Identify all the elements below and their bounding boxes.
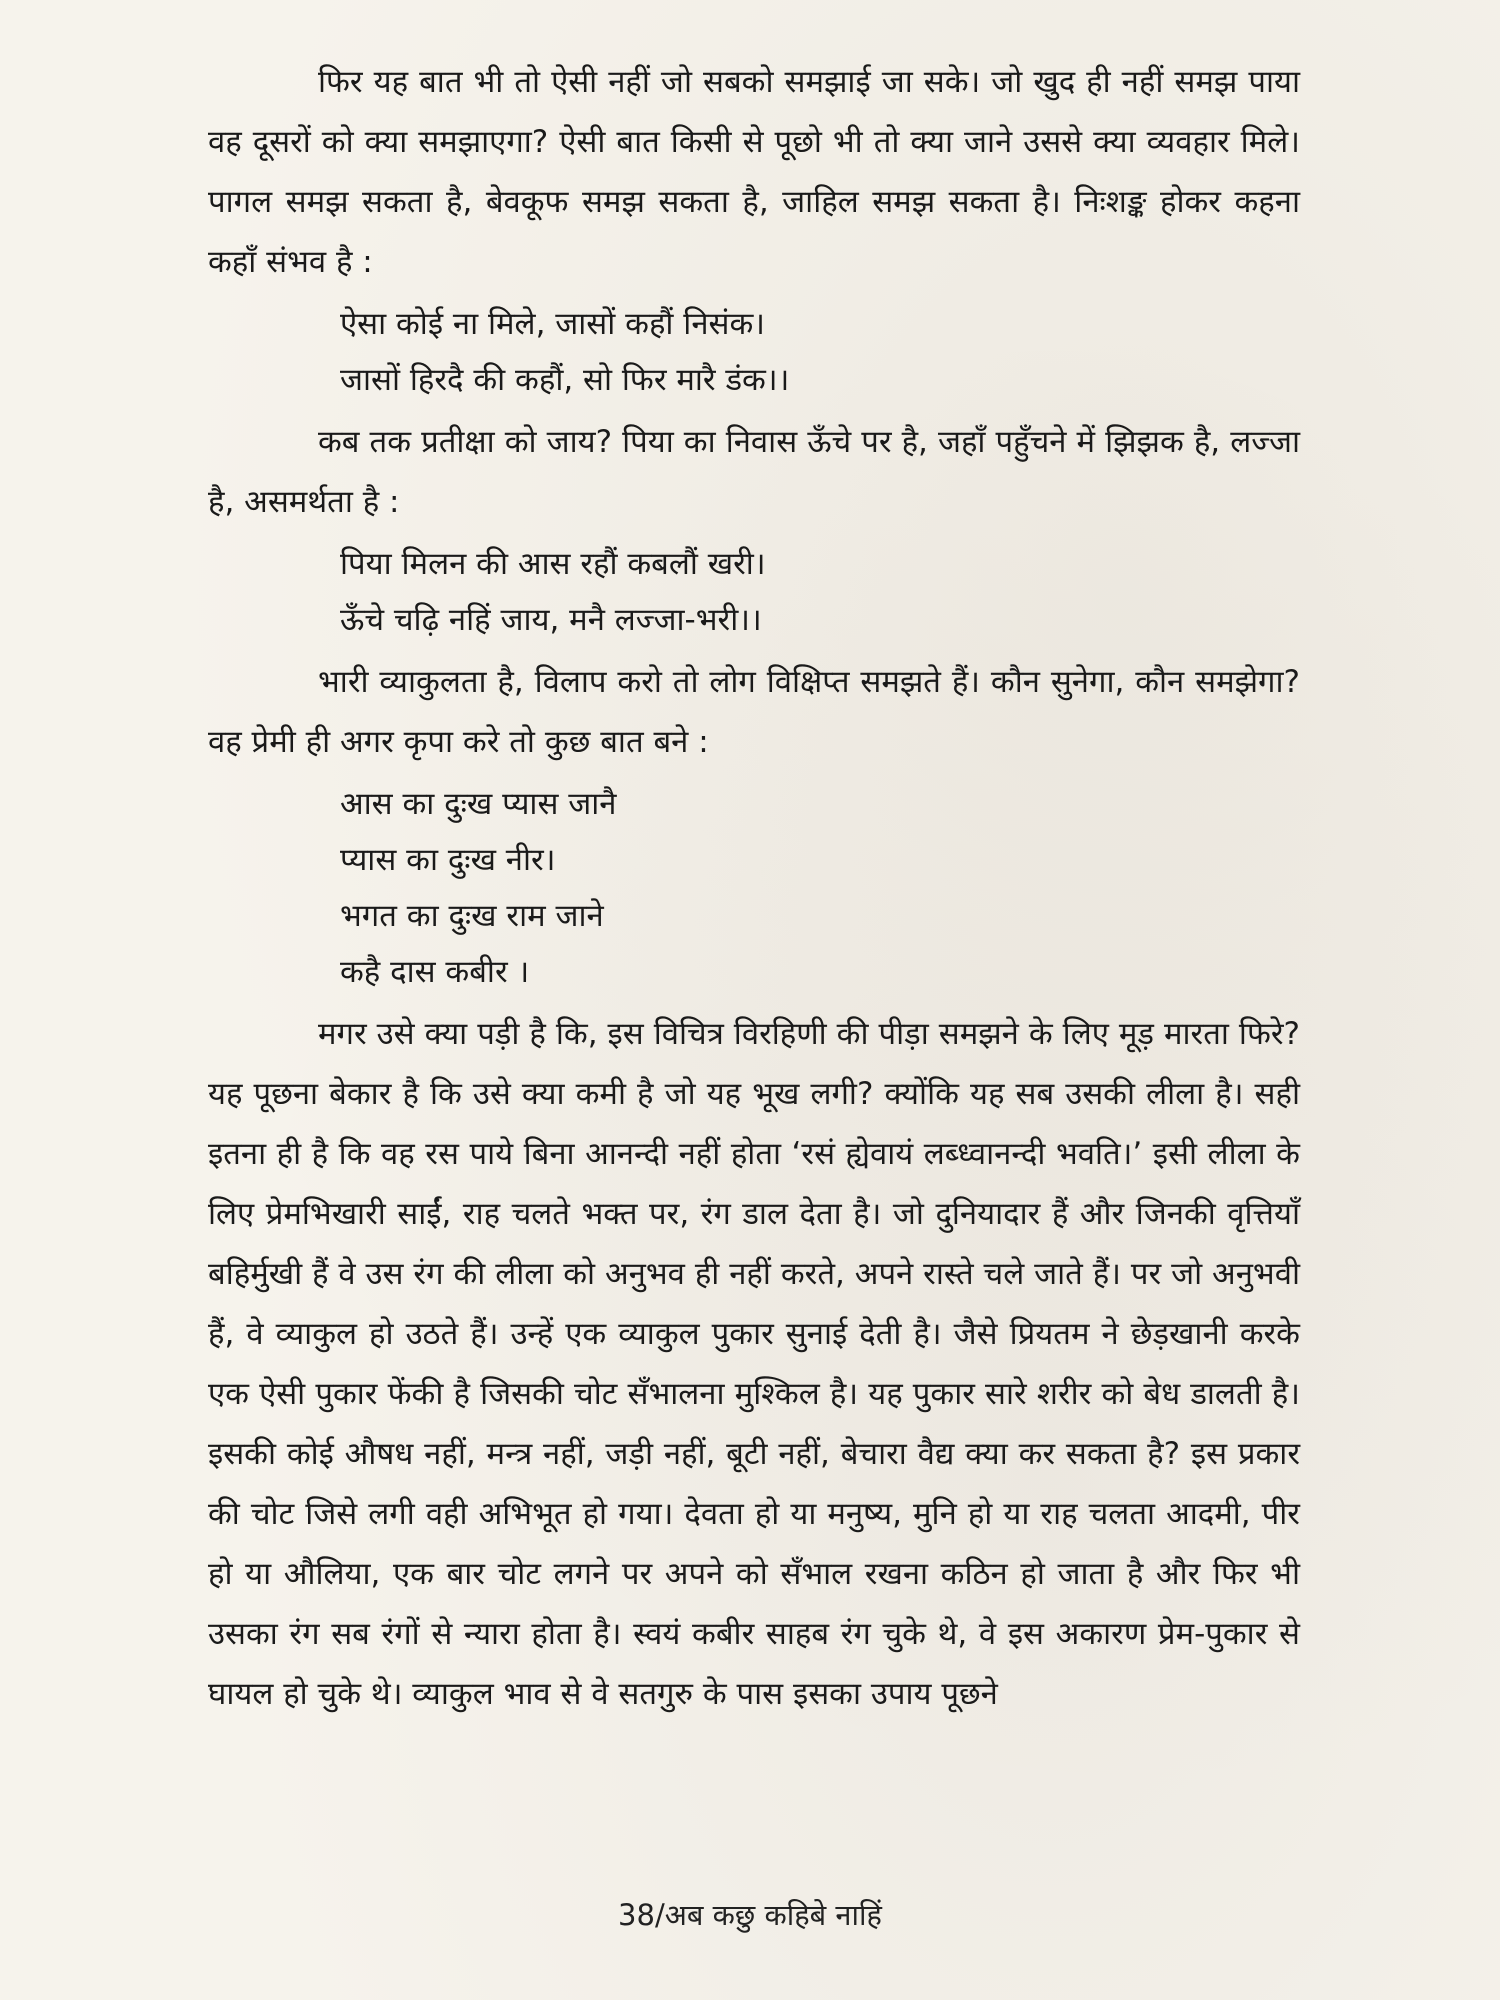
- verse-3: [208, 776, 1300, 1000]
- verse-1: [208, 296, 1300, 408]
- verse-line: ऐसा कोई ना मिले, जासों कहौं निसंक।: [340, 306, 766, 342]
- verse-line: प्यास का दुःख नीर।: [340, 842, 556, 878]
- verse-line: भगत का दुःख राम जाने: [340, 898, 604, 934]
- verse-line: ऊँचे चढ़ि नहिं जाय, मनै लज्जा-भरी।।: [340, 602, 762, 638]
- paragraph-2: कब तक प्रतीक्षा को जाय? पिया का निवास ऊँचे पर है, जहाँ पहुँचने में झिझक है, लज्जा है, असमर्थता है :: [208, 424, 1300, 520]
- verse-line: पिया मिलन की आस रहौं कबलौं खरी।: [340, 546, 766, 582]
- verse-line: कहै दास कबीर ।: [340, 954, 530, 990]
- verse-2: [208, 536, 1300, 648]
- verse-line: आस का दुःख प्यास जानै: [340, 786, 617, 822]
- paragraph-3: भारी व्याकुलता है, विलाप करो तो लोग विक्षिप्त समझते हैं। कौन सुनेगा, कौन समझेगा? वह प्रेमी ही अगर कृपा करे तो कुछ बात बने :: [208, 664, 1300, 760]
- verse-line: जासों हिरदै की कहौं, सो फिर मारै डंक।।: [340, 362, 790, 398]
- paragraph-4: मगर उसे क्या पड़ी है कि, इस विचित्र विरहिणी की पीड़ा समझने के लिए मूड़ मारता फिरे? यह पूछना बेकार है कि उसे क्या कमी है जो यह भूख लगी? क्योंकि यह सब उसकी लीला है। सही इतना ही है कि वह रस पाये बिना आनन्दी नहीं होता ‘रसं ह्येवायं लब्ध्वानन्दी भवति।’ इसी लीला के लिए प्रेमभिखारी साईं, राह चलते भक्त पर, रंग डाल देता है। जो दुनियादार हैं और जिनकी वृत्तियाँ बहिर्मुखी हैं वे उस रंग की लीला को अनुभव ही नहीं करते, अपने रास्ते चले जाते हैं। पर जो अनुभवी हैं, वे व्याकुल हो उठते हैं। उन्हें एक व्याकुल पुकार सुनाई देती है। जैसे प्रियतम ने छेड़खानी करके एक ऐसी पुकार फेंकी है जिसकी चोट सँभालना मुश्किल है। यह पुकार सारे शरीर को बेध डालती है। इसकी कोई औषध नहीं, मन्त्र नहीं, जड़ी नहीं, बूटी नहीं, बेचारा वैद्य क्या कर सकता है? इस प्रकार की चोट जिसे लगी वही अभिभूत हो गया। देवता हो या मनुष्य, मुनि हो या राह चलता आदमी, पीर हो या औलिया, एक बार चोट लगने पर अपने को सँभाल रखना कठिन हो जाता है और फिर भी उसका रंग सब रंगों से न्यारा होता है। स्वयं कबीर साहब रंग चुके थे, वे इस अकारण प्रेम-पुकार से घायल हो चुके थे। व्याकुल भाव से वे सतगुरु के पास इसका उपाय पूछने: [208, 1016, 1300, 1712]
- page-footer: 38/अब कछु कहिबे नाहिं: [618, 1898, 882, 1932]
- paragraph-1: फिर यह बात भी तो ऐसी नहीं जो सबको समझाई जा सके। जो खुद ही नहीं समझ पाया वह दूसरों को क्या समझाएगा? ऐसी बात किसी से पूछो भी तो क्या जाने उससे क्या व्यवहार मिले। पागल समझ सकता है, बेवकूफ समझ सकता है, जाहिल समझ सकता है। निःशङ्क होकर कहना कहाँ संभव है :: [208, 64, 1300, 280]
